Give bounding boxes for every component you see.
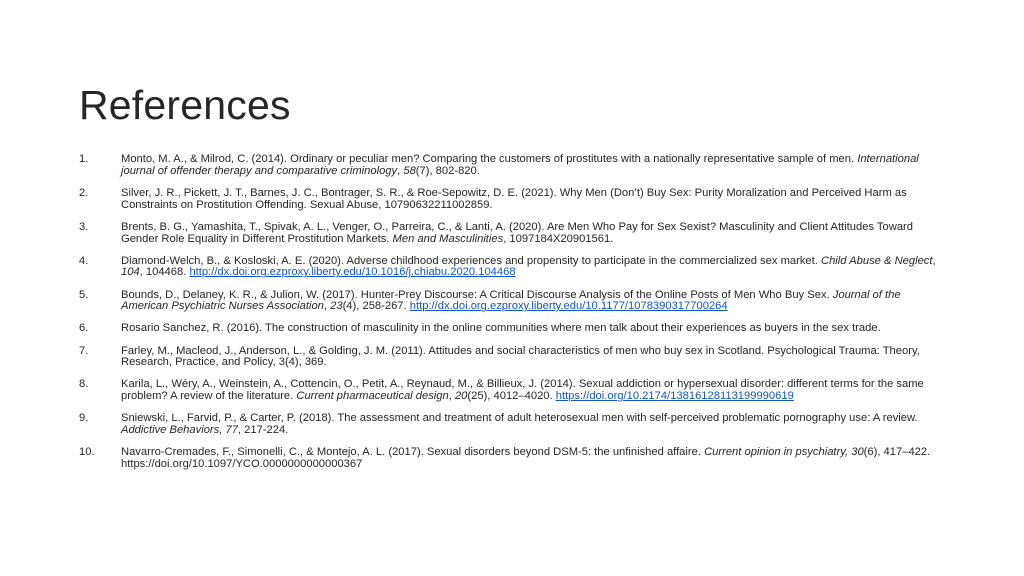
reference-item [79,323,949,335]
reference-text [121,221,913,245]
reference-item [79,222,949,246]
reference-item [79,413,949,437]
reference-text-segment: Brents, B. G., Yamashita, T., Spivak, A. L., Venger, O., Parreira, C., & Lanti, A. (2020). Are Men Who Pay for Sex Sexist? Masculinity and Client Attitudes Toward Gender Role Equality in Different Prostitution Markets. [121,220,913,245]
reference-text-segment: , 1097184X20901561. [503,232,614,245]
reference-text-segment: (25), 4012–4020. [467,390,556,403]
reference-text [121,289,901,313]
reference-number: 1. [79,153,89,165]
reference-text-segment: Farley, M., Macleod, J., Anderson, L., & Golding, J. M. (2011). Attitudes and social characteristics of men who buy sex in Scotland. Psychological Trauma: Theory, Research, Practice, and Policy, 3(4), 369. [121,344,920,369]
reference-text-segment: Bounds, D., Delaney, K. R., & Julion, W. (2017). Hunter-Prey Discourse: A Critical Discourse Analysis of the Online Posts of Men Who Buy Sex. [121,288,833,301]
reference-italic-text: Current pharmaceutical design [296,390,449,403]
reference-italic-text: Child Abuse & Neglect [820,254,933,267]
reference-item [79,447,949,471]
reference-italic-text: International journal of offender therapy and comparative criminology [121,153,919,177]
reference-item [79,346,949,370]
reference-number: 7. [79,344,89,357]
reference-text-segment: Navarro-Cremades, F., Simonelli, C., & Montejo, A. L. (2017). Sexual disorders beyond DSM-5: the unfinished affaire. [121,446,705,459]
reference-italic-text: Addictive Behaviors, 77 [121,424,238,437]
reference-item [79,290,949,314]
page-title: References [79,82,291,129]
reference-text [121,412,918,436]
reference-text-segment: Karila, L., Wéry, A., Weinstein, A., Cottencin, O., Petit, A., Reynaud, M., & Billieux, J. (2014). Sexual addiction or hypersexual disorder: different terms for the same problem? A review of the literature. [121,378,924,403]
reference-text-segment: , 217-224. [237,424,289,437]
reference-italic-text: 23 [330,300,343,313]
reference-item [79,379,949,403]
reference-italic-text: Current opinion in psychiatry, 30 [704,446,864,459]
reference-italic-text: Journal of the American Psychiatric Nurses Association [121,288,901,313]
reference-link[interactable]: http://dx.doi.org.ezproxy.liberty.edu/10.1016/j.chiabu.2020.104468 [189,266,516,279]
reference-text [121,153,919,177]
reference-link[interactable]: https://doi.org/10.2174/13816128113199990619 [555,390,794,403]
reference-text [121,345,920,369]
reference-text [121,322,881,334]
reference-text-segment: , [448,390,455,403]
reference-item [79,154,949,178]
reference-text-segment: , [397,164,404,177]
reference-text-segment: (4), 258-267. [342,300,410,313]
reference-italic-text: 104 [121,266,140,279]
reference-number: 3. [79,220,89,233]
reference-text-segment: Silver, J. R., Pickett, J. T., Barnes, J. C., Bontrager, S. R., & Roe-Sepowitz, D. E. (2021). Why Men (Don’t) Buy Sex: Purity Moralization and Perceived Harm as Constraints on Prostitution Offending. Sexual Abuse, 10790632211002859. [121,186,907,211]
reference-link[interactable]: http://dx.doi.org.ezproxy.liberty.edu/10.1177/1078390317700264 [409,300,728,313]
reference-text-segment: Sniewski, L., Farvid, P., & Carter, P. (2018). The assessment and treatment of adult heterosexual men with self-perceived problematic pornography use: A review. [121,412,918,425]
reference-text [121,187,907,211]
reference-number: 4. [79,254,89,267]
reference-text [121,378,924,402]
reference-text-segment: , [932,254,936,267]
reference-number: 5. [79,288,89,301]
reference-text-segment: , [323,300,331,313]
reference-italic-text: 58 [403,164,416,177]
reference-text-segment: , 104468. [139,266,190,279]
reference-text [121,446,930,470]
reference-list [79,154,949,481]
reference-italic-text: Men and Masculinities [392,232,504,245]
reference-number: 6. [79,322,89,335]
reference-item [79,256,949,280]
reference-number: 9. [79,412,89,425]
reference-text [121,255,936,279]
reference-number: 10. [79,446,95,459]
reference-italic-text: 20 [454,390,468,403]
reference-text-segment: Diamond-Welch, B., & Kosloski, A. E. (2020). Adverse childhood experiences and propensity to participate in the commercialized sex market. [121,254,821,267]
reference-item [79,188,949,212]
reference-number: 2. [79,186,89,199]
reference-number: 8. [79,378,89,391]
reference-text-segment: (7), 802-820. [415,164,480,177]
reference-text-segment: (6), 417–422. https://doi.org/10.1097/YCO.0000000000000367 [121,446,931,471]
reference-text-segment: Rosario Sanchez, R. (2016). The construction of masculinity in the online communities where men talk about their experiences as buyers in the sex trade. [121,322,881,335]
reference-text-segment: Monto, M. A., & Milrod, C. (2014). Ordinary or peculiar men? Comparing the customers of prostitutes with a nationally representative sample of men. [121,153,858,165]
